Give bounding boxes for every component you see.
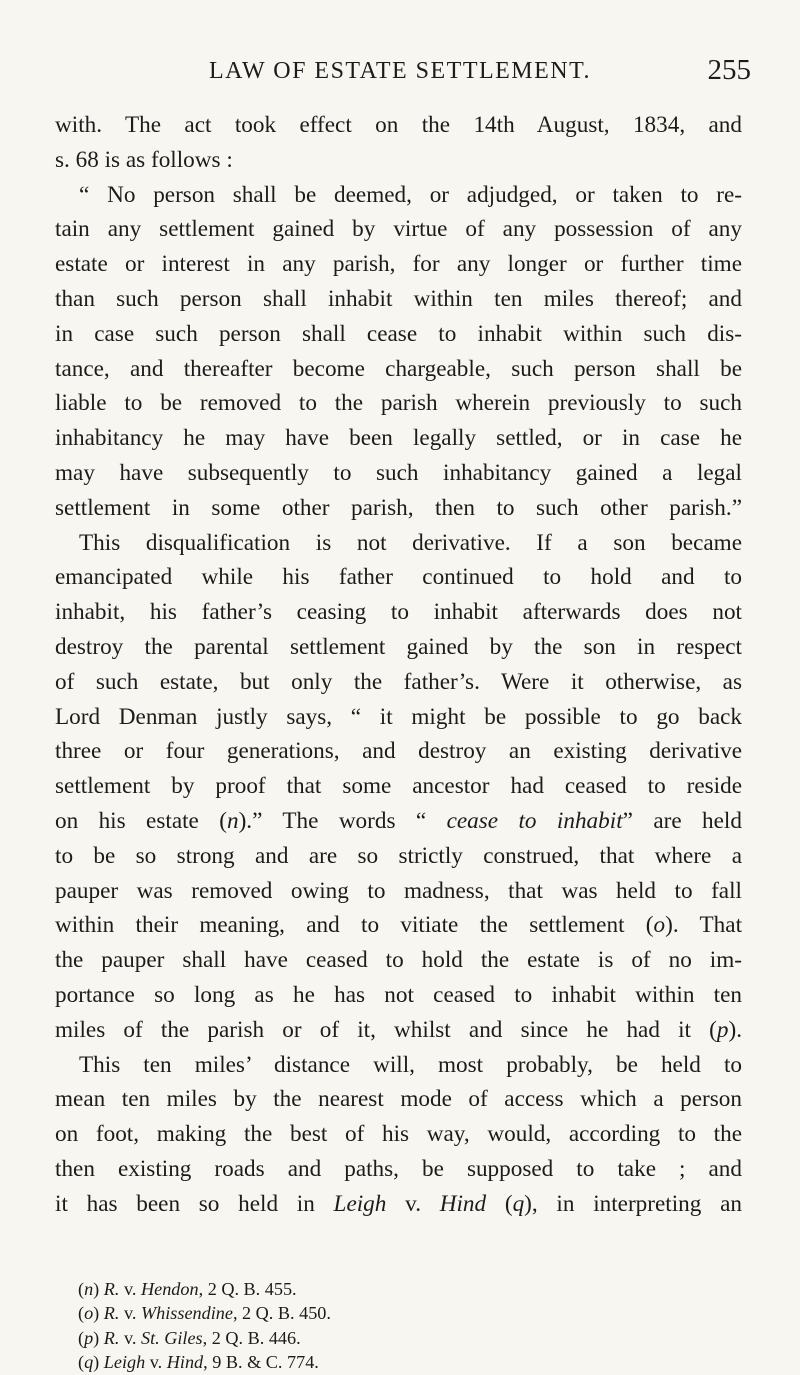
text-line: portance so long as he has not ceased to inhabit within ten <box>55 981 742 1008</box>
text-line: in case such person shall cease to inhabit within such dis- <box>55 320 742 347</box>
text-line: of such estate, but only the father’s. Were it otherwise, as <box>55 668 742 695</box>
text-line: liable to be removed to the parish wherein previously to such <box>55 390 742 417</box>
text-line: may have subsequently to such inhabitancy gained a legal <box>55 459 742 486</box>
footnote: (o) R. v. Whissendine, 2 Q. B. 450. <box>78 1303 331 1324</box>
body-text <box>55 108 742 1222</box>
footnote: (p) R. v. St. Giles, 2 Q. B. 446. <box>78 1327 301 1348</box>
text-line: it has been so held in Leigh v. Hind (q), in interpreting an <box>55 1190 742 1217</box>
running-head: LAW OF ESTATE SETTLEMENT. <box>208 58 592 84</box>
text-line: within their meaning, and to vitiate the settlement (o). That <box>55 912 742 939</box>
text-line: then existing roads and paths, be supposed to take ; and <box>55 1155 742 1182</box>
text-line: pauper was removed owing to madness, that was held to fall <box>55 877 742 904</box>
text-line: settlement by proof that some ancestor had ceased to reside <box>55 773 742 800</box>
text-line: than such person shall inhabit within ten miles thereof; and <box>55 285 742 312</box>
text-line: s. 68 is as follows : <box>55 146 233 173</box>
page-number: 255 <box>707 54 751 86</box>
text-line: on his estate (n).” The words “ cease to inhabit” are held <box>55 807 742 834</box>
text-line: Lord Denman justly says, “ it might be possible to go back <box>55 703 742 730</box>
text-line: the pauper shall have ceased to hold the estate is of no im- <box>55 947 742 974</box>
text-line: with. The act took effect on the 14th August, 1834, and <box>55 112 742 138</box>
footnote: (n) R. v. Hendon, 2 Q. B. 455. <box>78 1279 297 1299</box>
text-line: This disqualification is not derivative. If a son became <box>79 529 742 556</box>
text-line: estate or interest in any parish, for any longer or further time <box>55 251 742 278</box>
text-line: destroy the parental settlement gained by the son in respect <box>55 633 742 660</box>
text-line: on foot, making the best of his way, would, according to the <box>55 1121 742 1148</box>
page-header <box>55 54 751 94</box>
text-line: inhabit, his father’s ceasing to inhabit afterwards does not <box>55 599 742 626</box>
text-line: inhabitancy he may have been legally settled, or in case he <box>55 425 742 452</box>
text-line: This ten miles’ distance will, most probably, be held to <box>79 1051 742 1078</box>
text-line: “ No person shall be deemed, or adjudged, or taken to re- <box>79 181 742 208</box>
text-line: emancipated while his father continued to hold and to <box>55 564 742 591</box>
text-line: settlement in some other parish, then to such other parish.” <box>55 494 742 521</box>
text-line: mean ten miles by the nearest mode of access which a person <box>55 1086 742 1113</box>
text-line: to be so strong and are so strictly construed, that where a <box>55 842 742 869</box>
footnotes <box>78 1277 678 1374</box>
text-line: miles of the parish or of it, whilst and since he had it (p). <box>55 1016 742 1043</box>
text-line: tance, and thereafter become chargeable, such person shall be <box>55 355 742 382</box>
text-line: three or four generations, and destroy an existing derivative <box>55 738 742 765</box>
text-line: tain any settlement gained by virtue of any possession of any <box>55 216 742 243</box>
footnote: (q) Leigh v. Hind, 9 B. & C. 774. <box>78 1351 319 1372</box>
